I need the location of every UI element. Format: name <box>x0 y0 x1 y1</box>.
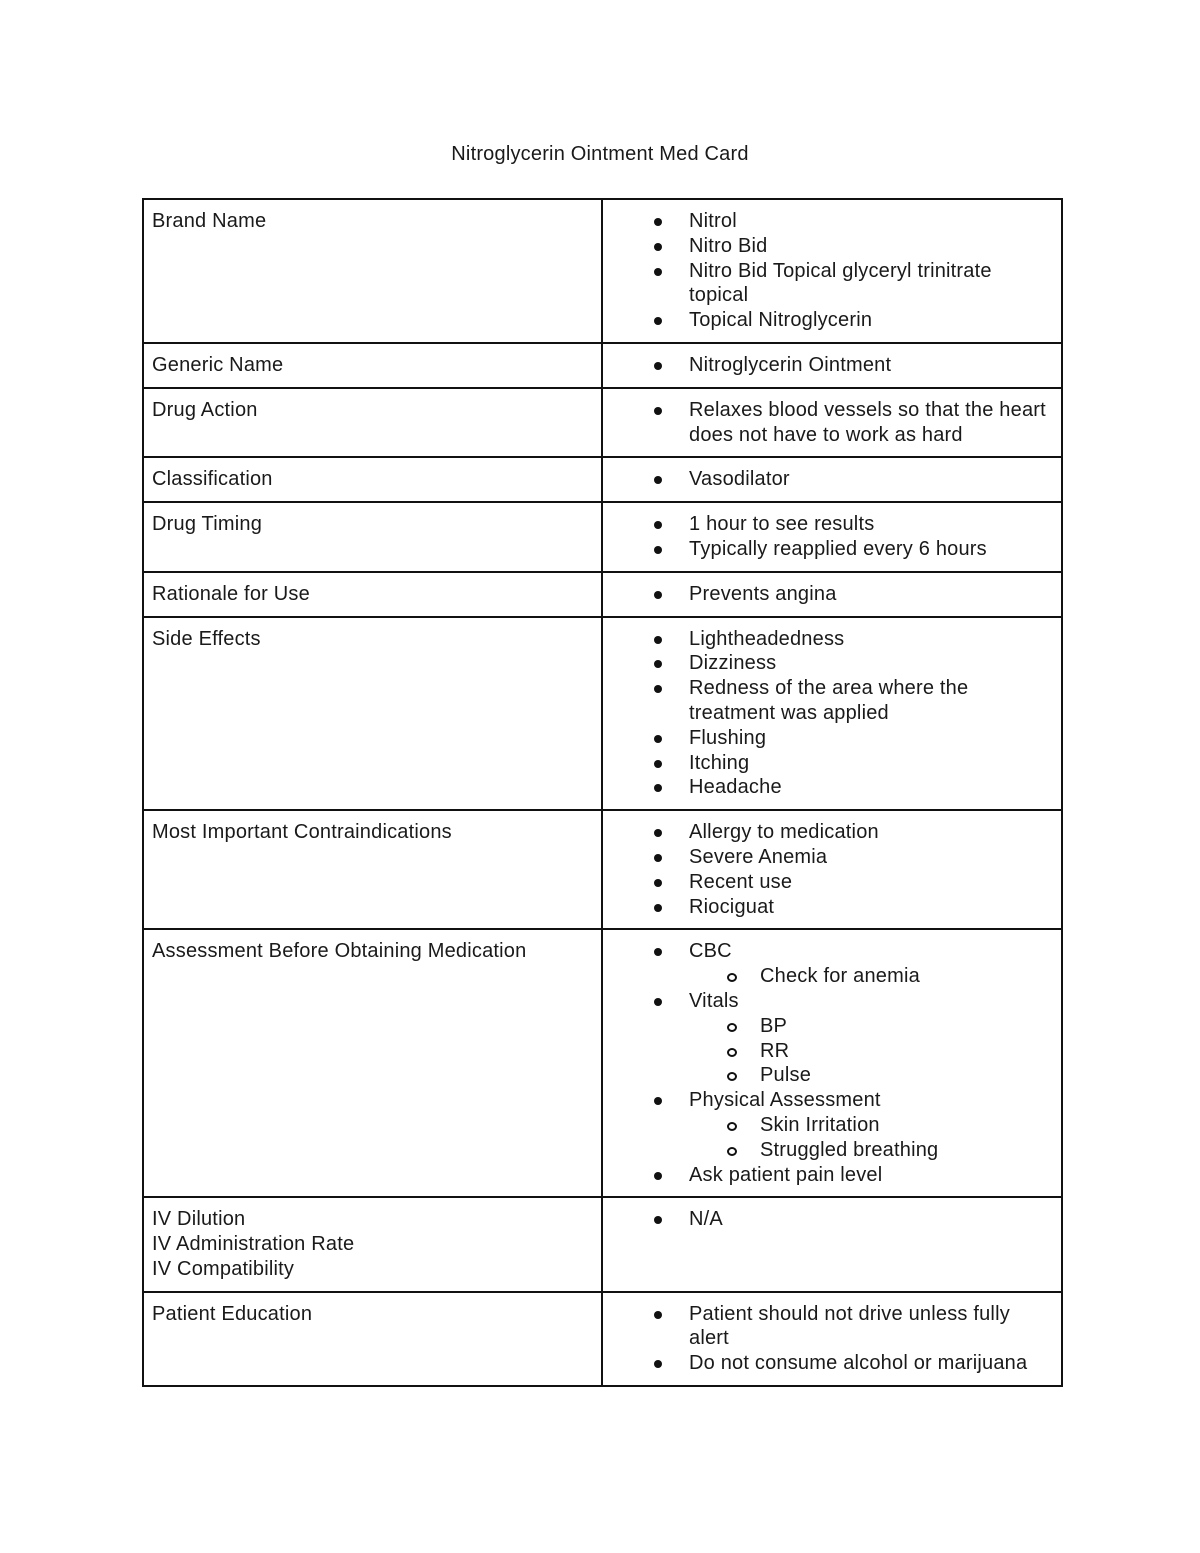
list-item <box>611 895 1053 920</box>
row-value-cell <box>602 457 1062 502</box>
row-label-cell <box>143 1292 602 1386</box>
list-item-text: N/A <box>689 1208 723 1231</box>
list-item <box>611 845 1053 870</box>
row-label: Drug Timing <box>152 513 263 536</box>
row-label: Patient Education <box>152 1302 313 1325</box>
list-item <box>611 308 1053 333</box>
list-item <box>611 627 1053 652</box>
sub-list-item-text: Skin Irritation <box>760 1113 880 1136</box>
row-label: Rationale for Use <box>152 582 310 605</box>
row-label-cell <box>143 929 602 1197</box>
list-item-text: Vasodilator <box>689 468 790 491</box>
list-item-text: Headache <box>689 776 782 799</box>
list-item <box>611 726 1053 751</box>
list-item-text: Lightheadedness <box>689 627 845 650</box>
list-item <box>611 751 1053 776</box>
table-row <box>143 617 1062 811</box>
list-item <box>611 234 1053 259</box>
table-row <box>143 388 1062 458</box>
sub-list-item <box>689 1014 1053 1039</box>
row-value-cell <box>602 929 1062 1197</box>
list-item-text: Dizziness <box>689 652 777 675</box>
list-item-text: Riociguat <box>689 895 775 918</box>
bullet-list <box>611 209 1053 333</box>
sub-bullet-list <box>689 1014 1053 1088</box>
list-item <box>611 1351 1053 1376</box>
row-label: Generic Name <box>152 353 284 376</box>
list-item-text: 1 hour to see results <box>689 513 875 536</box>
list-item <box>611 209 1053 234</box>
list-item <box>611 1088 1053 1162</box>
sub-list-item <box>689 1113 1053 1138</box>
bullet-list <box>611 398 1053 448</box>
sub-list-item-text: Pulse <box>760 1064 812 1087</box>
list-item <box>611 820 1053 845</box>
list-item <box>611 1207 1053 1232</box>
row-value-cell <box>602 1292 1062 1386</box>
list-item <box>611 398 1053 448</box>
row-value-cell <box>602 343 1062 388</box>
list-item-text: Patient should not drive unless fully alert <box>689 1302 1010 1350</box>
page-title: Nitroglycerin Ointment Med Card <box>451 143 749 165</box>
row-label: Classification <box>152 468 273 491</box>
sub-list-item-text: RR <box>760 1039 790 1062</box>
row-label: Brand Name <box>152 210 267 232</box>
list-item <box>611 1163 1053 1188</box>
sub-list-item <box>689 1039 1053 1064</box>
list-item-text: Do not consume alcohol or marijuana <box>689 1352 1028 1375</box>
list-item-text: Typically reapplied every 6 hours <box>689 537 987 560</box>
list-item <box>611 775 1053 800</box>
row-label: Assessment Before Obtaining Medication <box>152 940 527 963</box>
list-item-text: Nitro Bid <box>689 234 768 257</box>
list-item <box>611 259 1053 309</box>
row-value-cell <box>602 810 1062 929</box>
list-item <box>611 939 1053 989</box>
bullet-list <box>611 1207 1053 1232</box>
bullet-list <box>611 512 1053 562</box>
list-item <box>611 582 1053 607</box>
table-row <box>143 1292 1062 1386</box>
row-label-cell <box>143 388 602 458</box>
list-item <box>611 512 1053 537</box>
list-item-text: Recent use <box>689 870 793 893</box>
med-card-body <box>143 199 1062 1386</box>
list-item <box>611 467 1053 492</box>
row-label: IV Compatibility <box>152 1257 295 1280</box>
row-label-cell <box>143 502 602 572</box>
row-value-cell <box>602 1197 1062 1291</box>
bullet-list <box>611 939 1053 1187</box>
bullet-list <box>611 582 1053 607</box>
sub-list-item <box>689 1138 1053 1163</box>
bullet-list <box>611 820 1053 919</box>
table-row <box>143 810 1062 929</box>
list-item-text: Severe Anemia <box>689 845 828 868</box>
row-label-cell <box>143 572 602 617</box>
list-item-text: Prevents angina <box>689 582 837 605</box>
bullet-list <box>611 1302 1053 1376</box>
list-item-text: Physical Assessment <box>689 1089 881 1112</box>
row-label-cell <box>143 343 602 388</box>
row-label: IV Dilution <box>152 1208 246 1231</box>
row-value-cell <box>602 572 1062 617</box>
sub-list-item-text: Struggled breathing <box>760 1138 939 1161</box>
list-item <box>611 1302 1053 1352</box>
row-value-cell <box>602 502 1062 572</box>
table-row <box>143 343 1062 388</box>
sub-list-item <box>689 964 1053 989</box>
sub-bullet-list <box>689 1113 1053 1163</box>
table-row <box>143 929 1062 1197</box>
list-item <box>611 537 1053 562</box>
row-label-cell <box>143 1197 602 1291</box>
table-row <box>143 199 1062 343</box>
sub-bullet-list <box>689 964 1053 989</box>
row-value-cell <box>602 388 1062 458</box>
table-row <box>143 502 1062 572</box>
list-item <box>611 989 1053 1088</box>
row-label-cell <box>143 617 602 811</box>
list-item-text: Allergy to medication <box>689 821 879 844</box>
list-item-text: Nitroglycerin Ointment <box>689 353 892 376</box>
row-label-cell <box>143 199 602 343</box>
sub-list-item-text: Check for anemia <box>760 965 920 988</box>
list-item-text: CBC <box>689 940 732 963</box>
list-item-text: Nitrol <box>689 210 737 232</box>
list-item-text: Vitals <box>689 989 739 1012</box>
row-label: Drug Action <box>152 398 258 421</box>
list-item <box>611 651 1053 676</box>
list-item <box>611 676 1053 726</box>
bullet-list <box>611 467 1053 492</box>
table-row <box>143 457 1062 502</box>
list-item-text: Ask patient pain level <box>689 1163 883 1186</box>
bullet-list <box>611 627 1053 801</box>
bullet-list <box>611 353 1053 378</box>
list-item-text: Redness of the area where the treatment was applied <box>689 677 969 724</box>
list-item <box>611 353 1053 378</box>
list-item <box>611 870 1053 895</box>
row-value-cell <box>602 199 1062 343</box>
row-label: Side Effects <box>152 627 261 650</box>
list-item-text: Itching <box>689 751 750 774</box>
list-item-text: Topical Nitroglycerin <box>689 309 873 332</box>
table-row <box>143 1197 1062 1291</box>
list-item-text: Nitro Bid Topical glyceryl trinitrate topical <box>689 259 992 307</box>
row-label-cell <box>143 810 602 929</box>
row-label: Most Important Contraindications <box>152 821 452 844</box>
row-label: IV Administration Rate <box>152 1233 355 1256</box>
sub-list-item <box>689 1063 1053 1088</box>
table-row <box>143 572 1062 617</box>
list-item-text: Relaxes blood vessels so that the heart does not have to work as hard <box>689 398 1046 446</box>
med-card-table <box>142 198 1063 1387</box>
sub-list-item-text: BP <box>760 1014 788 1037</box>
row-value-cell <box>602 617 1062 811</box>
row-label-cell <box>143 457 602 502</box>
list-item-text: Flushing <box>689 726 767 749</box>
